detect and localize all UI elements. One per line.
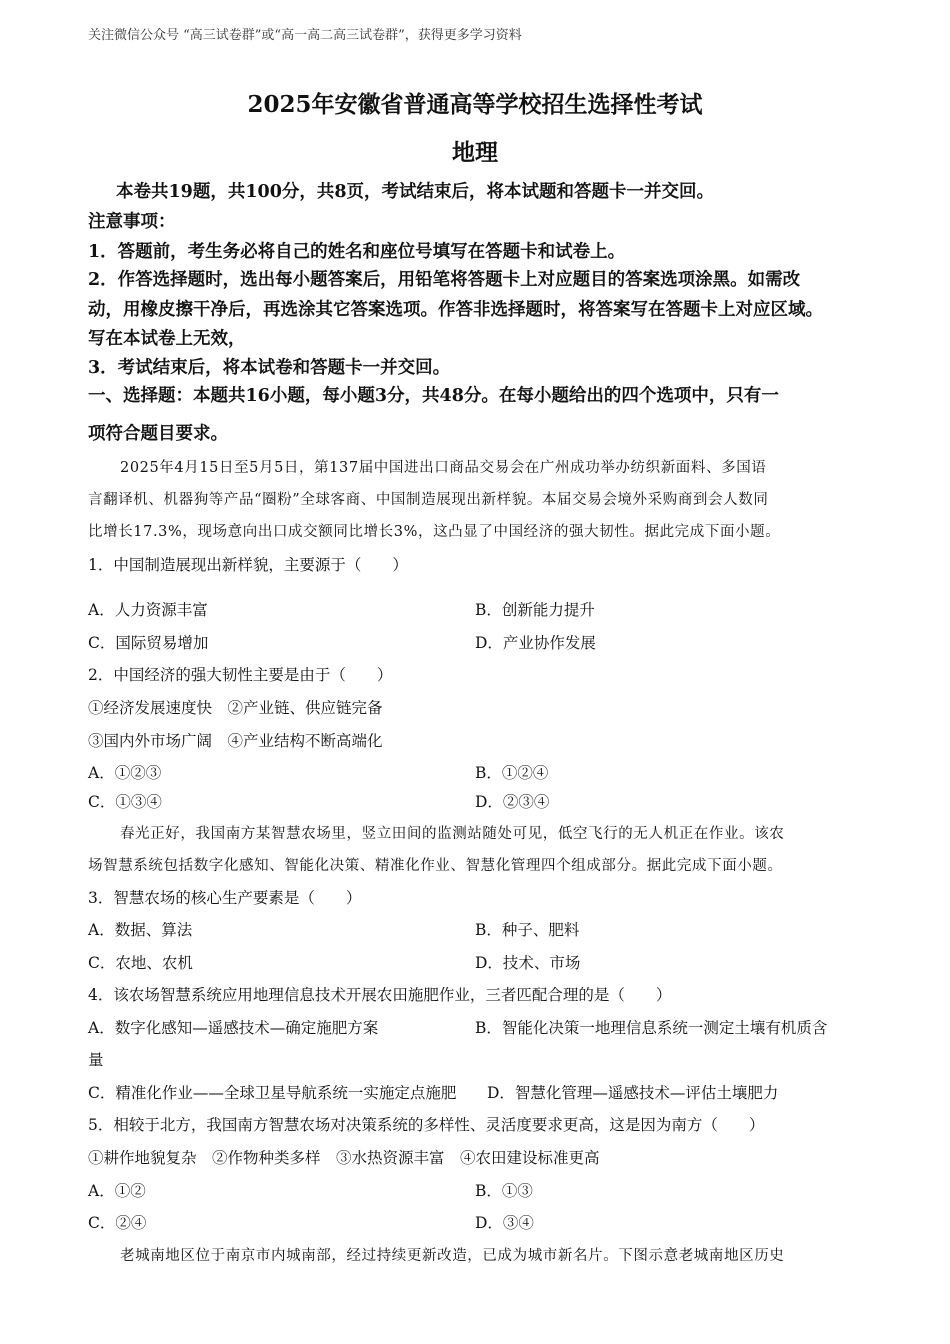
option-b: B．种子、肥料: [475, 921, 580, 939]
question-stem: 5．相较于北方，我国南方智慧农场对决策系统的多样性、灵活度要求更高，这是因为南方（ ）: [88, 1116, 765, 1134]
option-c: C．①③④: [88, 793, 162, 811]
option-c: C．②④: [88, 1214, 147, 1232]
option-b: B．①③: [475, 1182, 533, 1200]
note-item: 2．作答选择题时，选出每小题答案后，用铅笔将答题卡上对应题目的答案选项涂黑。如需改: [88, 270, 801, 290]
material-paragraph: 2025年4月15日至5月5日，第137届中国进出口商品交易会在广州成功举办纺织新面料、多国语: [120, 460, 767, 476]
subject-title: 地理: [452, 139, 498, 166]
option-b: B．智能化决策一地理信息系统一测定土壤有机质含: [475, 1019, 828, 1037]
option-a: A．①②③: [88, 764, 162, 782]
option-d: D．②③④: [475, 793, 550, 811]
notes-heading: 注意事项：: [88, 212, 176, 232]
option-a: A．人力资源丰富: [88, 601, 208, 619]
material-paragraph: 老城南地区位于南京市内城南部，经过持续更新改造，已成为城市新名片。下图示意老城南地区历史: [120, 1248, 785, 1264]
note-item: 3．考试结束后，将本试卷和答题卡一并交回。: [88, 358, 451, 378]
option-d: D．产业协作发展: [475, 634, 596, 652]
question-stem: 3．智慧农场的核心生产要素是（ ）: [88, 889, 362, 907]
option-a: A．①②: [88, 1182, 146, 1200]
option-d: D．技术、市场: [475, 954, 581, 972]
exam-title: 2025年安徽省普通高等学校招生选择性考试: [247, 91, 703, 118]
section-heading-cont: 项符合题目要求。: [88, 424, 228, 444]
option-a: A．数字化感知—遥感技术—确定施肥方案: [88, 1019, 379, 1037]
option-c: C．国际贸易增加: [88, 634, 209, 652]
question-stem: 1．中国制造展现出新样貌，主要源于（ ）: [88, 556, 408, 574]
option-b: B．创新能力提升: [475, 601, 595, 619]
option-b: B．①②④: [475, 764, 549, 782]
option-a: A．数据、算法: [88, 921, 193, 939]
statement-list: ①经济发展速度快 ②产业链、供应链完备: [88, 699, 383, 717]
option-d: D．智慧化管理—遥感技术—评估土壤肥力: [487, 1084, 779, 1102]
note-item: 写在本试卷上无效，: [88, 329, 246, 349]
statement-list: ③国内外市场广阔 ④产业结构不断高端化: [88, 732, 383, 750]
option-b-continued: 量: [88, 1051, 104, 1069]
note-item: 1．答题前，考生务必将自己的姓名和座位号填写在答题卡和试卷上。: [88, 242, 626, 262]
option-d: D．③④: [475, 1214, 534, 1232]
option-c: C．精准化作业——全球卫星导航系统一实施定点施肥: [88, 1084, 457, 1102]
statement-list: ①耕作地貌复杂 ②作物种类多样 ③水热资源丰富 ④农田建设标准更高: [88, 1149, 600, 1167]
question-stem: 4．该农场智慧系统应用地理信息技术开展农田施肥作业，三者匹配合理的是（ ）: [88, 986, 672, 1004]
material-paragraph: 比增长17.3%，现场意向出口成交额同比增长3%，这凸显了中国经济的强大韧性。据此完成下面小题。: [88, 524, 781, 540]
question-stem: 2．中国经济的强大韧性主要是由于（ ）: [88, 666, 393, 684]
exam-intro: 本卷共19题，共100分，共8页，考试结束后，将本试题和答题卡一并交回。: [116, 182, 715, 202]
material-paragraph: 春光正好，我国南方某智慧农场里，竖立田间的监测站随处可见，低空飞行的无人机正在作业。该农: [120, 826, 785, 842]
page-header-note: 关注微信公众号 “高三试卷群”或“高一高二高三试卷群”，获得更多学习资料: [88, 28, 522, 43]
material-paragraph: 场智慧系统包括数字化感知、智能化决策、精准化作业、智慧化管理四个组成部分。据此完成下面小题。: [88, 858, 783, 874]
note-item: 动，用橡皮擦干净后，再选涂其它答案选项。作答非选择题时，将答案写在答题卡上对应区域。: [88, 300, 823, 320]
option-c: C．农地、农机: [88, 954, 193, 972]
section-heading: 一、选择题：本题共16小题，每小题3分，共48分。在每小题给出的四个选项中，只有一: [88, 386, 779, 406]
material-paragraph: 言翻译机、机器狗等产品“圈粉”全球客商、中国制造展现出新样貌。本届交易会境外采购商到会人数同: [88, 492, 769, 508]
